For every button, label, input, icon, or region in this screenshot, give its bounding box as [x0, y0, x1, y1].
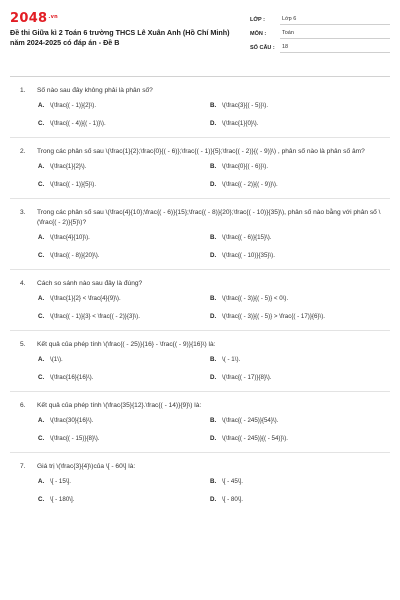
spacer [10, 77, 390, 86]
option-text: \(\frac{( - 245)}{( - 54)}\). [222, 435, 289, 442]
option-letter: D. [210, 181, 217, 188]
options [38, 102, 384, 128]
option-text: \(\frac{( - 6)}{15}\). [222, 234, 272, 241]
option-letter: C. [38, 120, 45, 127]
option-letter: D. [210, 435, 217, 442]
options [38, 163, 384, 189]
question-stem [20, 401, 384, 411]
option-text: \(\frac{( - 17)}{8}\). [222, 374, 272, 381]
option-c[interactable] [38, 496, 210, 504]
option-letter: A. [38, 356, 45, 363]
option-text: \(\frac{( - 1)}{5}\). [50, 181, 97, 188]
question-number: 7. [20, 463, 26, 470]
option-letter: B. [210, 417, 217, 424]
options [38, 234, 384, 260]
meta-row-subject [250, 28, 390, 40]
options [38, 417, 384, 443]
option-a[interactable] [38, 478, 210, 486]
option-c[interactable] [38, 374, 210, 382]
option-text: \(\frac{1}{2}\). [50, 163, 87, 170]
question-2 [20, 147, 384, 189]
option-text: \(\frac{( - 2)}{( - 9)}\). [222, 181, 278, 188]
option-a[interactable] [38, 295, 210, 303]
question-divider [10, 391, 390, 392]
option-text: \(\frac{( - 15)}{8}\). [50, 435, 100, 442]
option-letter: C. [38, 313, 45, 320]
question-text: Cách so sánh nào sau đây là đúng? [37, 280, 143, 287]
question-stem [20, 340, 384, 350]
option-text: \[ - 15\]. [50, 478, 71, 485]
question-stem [20, 462, 384, 472]
site-logo[interactable] [10, 10, 235, 26]
option-text: \(\frac{( - 8)}{20}\). [50, 252, 100, 259]
option-text: \(\frac{( - 3)}{( - 5)} < 0\). [222, 295, 289, 302]
option-b[interactable] [210, 234, 382, 242]
option-text: \(\frac{1}{2} < \frac{4}{9}\). [50, 295, 121, 302]
option-d[interactable] [210, 435, 382, 443]
option-letter: B. [210, 356, 217, 363]
option-text: \(\frac{30}{16}\). [50, 417, 94, 424]
option-letter: A. [38, 295, 45, 302]
option-letter: B. [210, 234, 217, 241]
option-d[interactable] [210, 374, 382, 382]
question-divider [10, 330, 390, 331]
question-text: Trong các phân số sau \(\frac{4}{10};\frac{( - 6)}{15};\frac{( - 8)}{20};\frac{( - 10)}{35}\), phân số nào bằng với phân số \(\frac{( - 2)}{5}\)? [37, 209, 381, 226]
meta-value-subject: Toán [280, 29, 390, 39]
option-d[interactable] [210, 252, 382, 260]
question-text: Giá trị \(\frac{3}{4}\)của \[ - 60\] là: [37, 463, 136, 470]
meta-row-class [250, 14, 390, 26]
question-divider [10, 198, 390, 199]
option-text: \(\frac{1}{0}\). [222, 120, 259, 127]
option-a[interactable] [38, 234, 210, 242]
option-letter: D. [210, 374, 217, 381]
option-text: \(1\). [50, 356, 63, 363]
option-letter: A. [38, 102, 45, 109]
option-text: \(\frac{16}{16}\). [50, 374, 94, 381]
exam-title: Đề thi Giữa kì 2 Toán 6 trường THCS Lê Xuân Anh (Hồ Chí Minh) năm 2024-2025 có đáp án - Đề B [10, 28, 230, 47]
option-a[interactable] [38, 356, 210, 364]
question-divider [10, 137, 390, 138]
option-text: \[ - 180\]. [50, 496, 75, 503]
options [38, 356, 384, 382]
option-text: \(\frac{4}{10}\). [50, 234, 90, 241]
option-d[interactable] [210, 120, 382, 128]
option-text: \(\frac{( - 3)}{( - 5)} > \frac{( - 17)}{6}\). [222, 313, 325, 320]
option-c[interactable] [38, 435, 210, 443]
option-text: \[ - 80\]. [222, 496, 243, 503]
option-text: \( - 1\). [222, 356, 241, 363]
option-c[interactable] [38, 181, 210, 189]
question-1 [20, 86, 384, 128]
option-b[interactable] [210, 102, 382, 110]
option-text: \(\frac{( - 1)}{2}\). [50, 102, 97, 109]
header-left [10, 10, 235, 48]
logo-sub: .vn [48, 14, 59, 20]
option-letter: C. [38, 435, 45, 442]
option-letter: D. [210, 313, 217, 320]
question-number: 3. [20, 209, 26, 216]
option-b[interactable] [210, 478, 382, 486]
meta-label-class: LỚP : [250, 17, 265, 23]
question-stem [20, 147, 384, 157]
meta-value-class: Lớp 6 [280, 15, 390, 25]
option-letter: A. [38, 417, 45, 424]
question-6 [20, 401, 384, 443]
option-letter: D. [210, 496, 217, 503]
question-text: Kết quả của phép tính \(\frac{35}{12}.\frac{( - 14)}{9}\) là: [37, 402, 202, 409]
option-text: \(\frac{( - 245)}{54}\). [222, 417, 279, 424]
option-c[interactable] [38, 252, 210, 260]
exam-header [10, 10, 390, 66]
question-number: 1. [20, 87, 26, 94]
option-letter: B. [210, 102, 217, 109]
option-d[interactable] [210, 496, 382, 504]
question-3 [20, 208, 384, 260]
option-letter: A. [38, 478, 45, 485]
option-b[interactable] [210, 417, 382, 425]
meta-label-count: SỐ CÂU : [250, 45, 275, 51]
option-c[interactable] [38, 120, 210, 128]
question-stem [20, 86, 384, 96]
option-letter: A. [38, 234, 45, 241]
option-letter: C. [38, 252, 45, 259]
option-letter: C. [38, 181, 45, 188]
question-divider [10, 269, 390, 270]
option-letter: C. [38, 496, 45, 503]
option-text: \(\frac{0}{( - 6)}\). [222, 163, 269, 170]
option-a[interactable] [38, 163, 210, 171]
question-text: Số nào sau đây không phải là phân số? [37, 87, 153, 94]
option-text: \(\frac{( - 4)}{( - 1)}\). [50, 120, 106, 127]
question-number: 5. [20, 341, 26, 348]
question-number: 6. [20, 402, 26, 409]
option-a[interactable] [38, 102, 210, 110]
option-b[interactable] [210, 163, 382, 171]
option-text: \(\frac{( - 1)}{3} < \frac{( - 2)}{3}\). [50, 313, 140, 320]
meta-row-count [250, 42, 390, 54]
question-text: Trong các phân số sau \(\frac{1}{2};\frac{0}{( - 6)};\frac{( - 1)}{5};\frac{( - 2)}{( - 9)}\) , phân số nào là phân số âm? [37, 148, 365, 155]
option-d[interactable] [210, 313, 382, 321]
meta-value-count: 18 [280, 43, 390, 53]
options [38, 478, 384, 504]
option-b[interactable] [210, 356, 382, 364]
question-divider [10, 452, 390, 453]
question-5 [20, 340, 384, 382]
option-letter: B. [210, 163, 217, 170]
option-letter: D. [210, 120, 217, 127]
option-b[interactable] [210, 295, 382, 303]
exam-meta [250, 14, 390, 56]
option-text: \(\frac{( - 10)}{35}\). [222, 252, 275, 259]
option-letter: B. [210, 295, 217, 302]
question-7 [20, 462, 384, 504]
question-number: 2. [20, 148, 26, 155]
option-letter: B. [210, 478, 217, 485]
option-letter: D. [210, 252, 217, 259]
option-a[interactable] [38, 417, 210, 425]
question-stem [20, 279, 384, 289]
options [38, 295, 384, 321]
option-d[interactable] [210, 181, 382, 189]
option-text: \[ - 45\]. [222, 478, 243, 485]
option-text: \(\frac{3}{( - 5)}\). [222, 102, 269, 109]
option-c[interactable] [38, 313, 210, 321]
question-4 [20, 279, 384, 321]
question-number: 4. [20, 280, 26, 287]
option-letter: A. [38, 163, 45, 170]
logo-main: 2048 [10, 11, 48, 26]
option-letter: C. [38, 374, 45, 381]
meta-label-subject: MÔN : [250, 31, 267, 37]
question-text: Kết quả của phép tính \(\frac{( - 25)}{16} - \frac{( - 9)}{16}\) là: [37, 341, 216, 348]
question-stem [20, 208, 384, 228]
